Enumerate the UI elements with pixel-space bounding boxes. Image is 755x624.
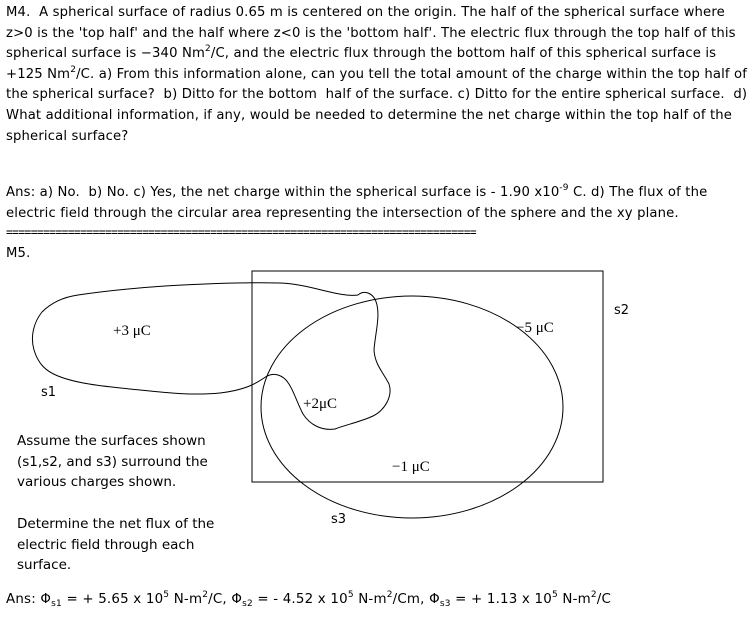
m4-answer-exponent: -9 xyxy=(559,183,569,193)
m4-question-part-b: /C, and the electric flux through the bottom half of this spherical surface is +125 Nm xyxy=(6,46,721,82)
flux-unit-tail-s1: /C, xyxy=(208,592,232,607)
flux-unit-s2: N-m xyxy=(353,592,387,607)
flux-exponent-s2: 5 xyxy=(347,590,354,600)
flux-unit-exponent-s2: 2 xyxy=(386,590,393,600)
separator-rule: ============================================================================ xyxy=(6,226,477,239)
charge-q4-label: −1 μC xyxy=(392,459,430,475)
flux-unit-s1: N-m xyxy=(169,592,203,607)
phi-symbol-1: Φ xyxy=(40,592,52,607)
phi-subscript-s3: s3 xyxy=(439,599,451,609)
m4-answer-part-b: C. d) The flux of the electric field through the circular area representing the intersection of the sphere and the xy plane. xyxy=(6,185,712,221)
flux-unit-exponent-s3: 2 xyxy=(590,590,597,600)
m4-answer xyxy=(6,183,751,224)
surface-s1-label: s1 xyxy=(41,385,57,400)
flux-unit-tail-s2: /Cm, xyxy=(392,592,430,607)
m4-answer-part-a: Ans: a) No. b) No. c) Yes, the net charge within the spherical surface is - 1.90 x10 xyxy=(6,185,560,200)
m5-answer-prefix: Ans: xyxy=(6,592,41,607)
charge-q1-label: +3 μC xyxy=(113,323,151,339)
m5-answer xyxy=(6,592,611,607)
m4-question xyxy=(6,3,751,147)
m5-assumption-text: Assume the surfaces shown (s1,s2, and s3) surround the various charges shown. xyxy=(17,433,208,491)
flux-value-s1: = + 5.65 x 10 xyxy=(61,592,164,607)
flux-unit-s3: N-m xyxy=(557,592,591,607)
surface-s2-label: s2 xyxy=(614,303,630,318)
phi-subscript-s1: s1 xyxy=(51,599,62,609)
charge-q2-label: +2μC xyxy=(303,396,338,412)
flux-value-s3: = + 1.13 x 10 xyxy=(450,592,552,607)
surface-s2-rectangle xyxy=(252,271,603,482)
phi-symbol-3: Φ xyxy=(429,592,440,607)
m4-question-part-a: M4. A spherical surface of radius 0.65 m is centered on the origin. The half of the spherical surface where z>0 is the 'top half' and the half where z<0 is the 'bottom half'. The electric flux through the top half of this spherical surface is −340 Nm xyxy=(6,5,741,62)
m4-question-exponent-1: 2 xyxy=(204,44,211,55)
flux-unit-tail-s3: /C xyxy=(596,592,612,607)
m5-instruction-text: Determine the net flux of the electric field through each surface. xyxy=(17,516,215,574)
flux-exponent-s3: 5 xyxy=(551,590,558,600)
charge-q3-label: −5 μC xyxy=(516,320,554,336)
phi-subscript-s2: s2 xyxy=(242,599,253,609)
surface-s3-label: s3 xyxy=(331,512,347,527)
m5-title: M5. xyxy=(6,246,31,261)
flux-exponent-s1: 5 xyxy=(163,590,170,600)
flux-value-s2: = - 4.52 x 10 xyxy=(252,592,348,607)
flux-unit-exponent-s1: 2 xyxy=(202,590,209,600)
phi-symbol-2: Φ xyxy=(231,592,243,607)
m4-question-exponent-2: 2 xyxy=(70,64,77,75)
m4-question-part-c: /C. a) From this information alone, can you tell the total amount of the charge within the top half of the spherical surface? b) Ditto for the bottom half of the surface. c) Ditto for the entire spherical surface. d) What additional information, if any, would be needed to determine the net charge within the top half of the spherical surface? xyxy=(6,66,752,144)
